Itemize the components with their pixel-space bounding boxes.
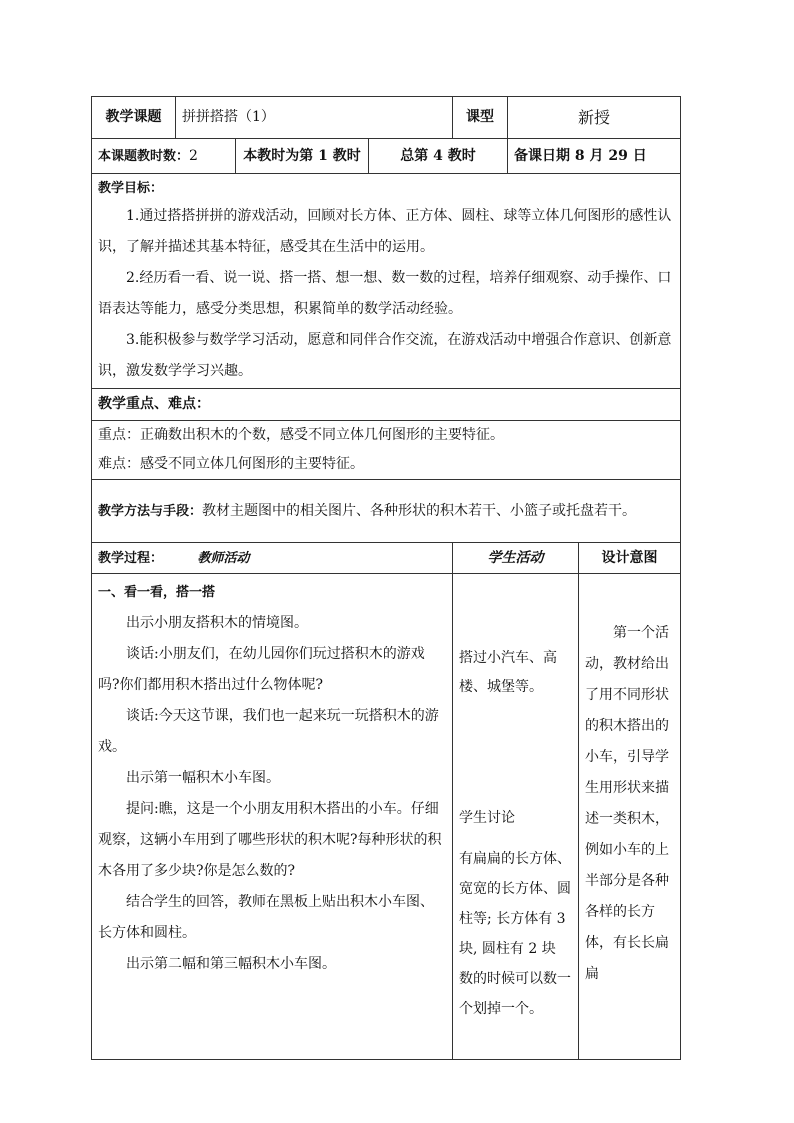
- teacher-activity-cell: [92, 574, 453, 1060]
- key-points-row: [92, 421, 681, 480]
- difficult-point: 难点：感受不同立体几何图形的主要特征。: [98, 456, 364, 472]
- student-col-header: 学生活动: [453, 543, 579, 574]
- teacher-line-2: 谈话:小朋友们，在幼儿园你们玩过搭积木的游戏吗?你们都用积木搭出过什么物体呢?: [98, 646, 425, 693]
- total-periods-value: 2: [189, 147, 198, 164]
- type-label: 课型: [453, 97, 508, 139]
- objective-item-3: 3.能积极参与数学学习活动，愿意和同伴合作交流，在游戏活动中增强合作意识、创新意识，激发数学学习兴趣。: [98, 332, 672, 379]
- teacher-line-4: 出示第一幅积木小车图。: [126, 770, 280, 786]
- header-row: [92, 97, 681, 139]
- process-title: 教学过程：: [98, 550, 164, 566]
- teacher-line-7: 出示第二幅和第三幅积木小车图。: [126, 956, 336, 972]
- student-discuss: 学生讨论: [459, 810, 516, 826]
- student-activity-cell: [453, 574, 579, 1060]
- student-answer-1: 搭过小汽车、高楼、城堡等。: [459, 650, 558, 695]
- lesson-plan-table: [91, 96, 681, 1060]
- topic-value: 拼拼搭搭（1）: [176, 97, 453, 139]
- objectives-row: [92, 174, 681, 389]
- key-points-cell: [92, 421, 681, 480]
- methods-cell: [92, 480, 681, 543]
- lesson-plan-page: [91, 96, 680, 1060]
- current-period: 本教时为第 1 教时: [236, 139, 369, 174]
- process-header-row: [92, 543, 681, 574]
- periods-row: [92, 139, 681, 174]
- prep-date: 备课日期 8 月 29 日: [508, 139, 681, 174]
- key-point: 重点：正确数出积木的个数，感受不同立体几何图形的主要特征。: [98, 427, 504, 443]
- student-answer-2: 有扁扁的长方体、宽宽的长方体、圆柱等; 长方体有 3 块, 圆柱有 2 块 数的时候可以数一个划掉一个。: [459, 851, 572, 1017]
- overall-period: 总第 4 教时: [369, 139, 508, 174]
- objectives-title: 教学目标：: [98, 181, 164, 196]
- design-col-header: 设计意图: [579, 543, 681, 574]
- topic-label: 教学课题: [92, 97, 176, 139]
- teacher-section-title: 一、看一看，搭一搭: [98, 585, 216, 600]
- total-periods: [92, 139, 236, 174]
- objective-item-2: 2.经历看一看、说一说、搭一搭、想一想、数一数的过程，培养仔细观察、动手操作、口语表达等能力，感受分类思想，积累简单的数学活动经验。: [98, 270, 672, 317]
- objectives-cell: [92, 174, 681, 389]
- key-points-title: 教学重点、难点：: [92, 389, 681, 421]
- key-points-title-row: [92, 389, 681, 421]
- methods-row: [92, 480, 681, 543]
- methods-text: 教材主题图中的相关图片、各种形状的积木若干、小篮子或托盘若干。: [202, 502, 637, 519]
- process-header-teacher: [92, 543, 453, 574]
- teacher-col-header: 教师活动: [197, 550, 250, 566]
- design-intent-cell: [579, 574, 681, 1060]
- process-content-row: [92, 574, 681, 1060]
- teacher-line-3: 谈话:今天这节课，我们也一起来玩一玩搭积木的游戏。: [98, 708, 439, 755]
- teacher-line-5: 提问:瞧，这是一个小朋友用积木搭出的小车。仔细观察，这辆小车用到了哪些形状的积木呢?每种形状的积木各用了多少块?你是怎么数的?: [98, 801, 442, 879]
- type-value: 新授: [508, 97, 681, 139]
- methods-title: 教学方法与手段：: [98, 503, 203, 519]
- teacher-line-1: 出示小朋友搭积木的情境图。: [126, 615, 308, 631]
- objective-item-1: 1.通过搭搭拼拼的游戏活动，回顾对长方体、正方体、圆柱、球等立体几何图形的感性认识，了解并描述其基本特征，感受其在生活中的运用。: [98, 208, 672, 255]
- total-periods-label: 本课题教时数：: [98, 148, 190, 164]
- teacher-line-6: 结合学生的回答，教师在黑板上贴出积木小车图、长方体和圆柱。: [98, 894, 434, 941]
- design-intent-text: 第一个活动，教材给出了用不同形状的积木搭出的小车，引导学生用形状来描述一类积木，例如小车的上半部分是各种各样的长方体，有长长扁扁: [585, 625, 670, 982]
